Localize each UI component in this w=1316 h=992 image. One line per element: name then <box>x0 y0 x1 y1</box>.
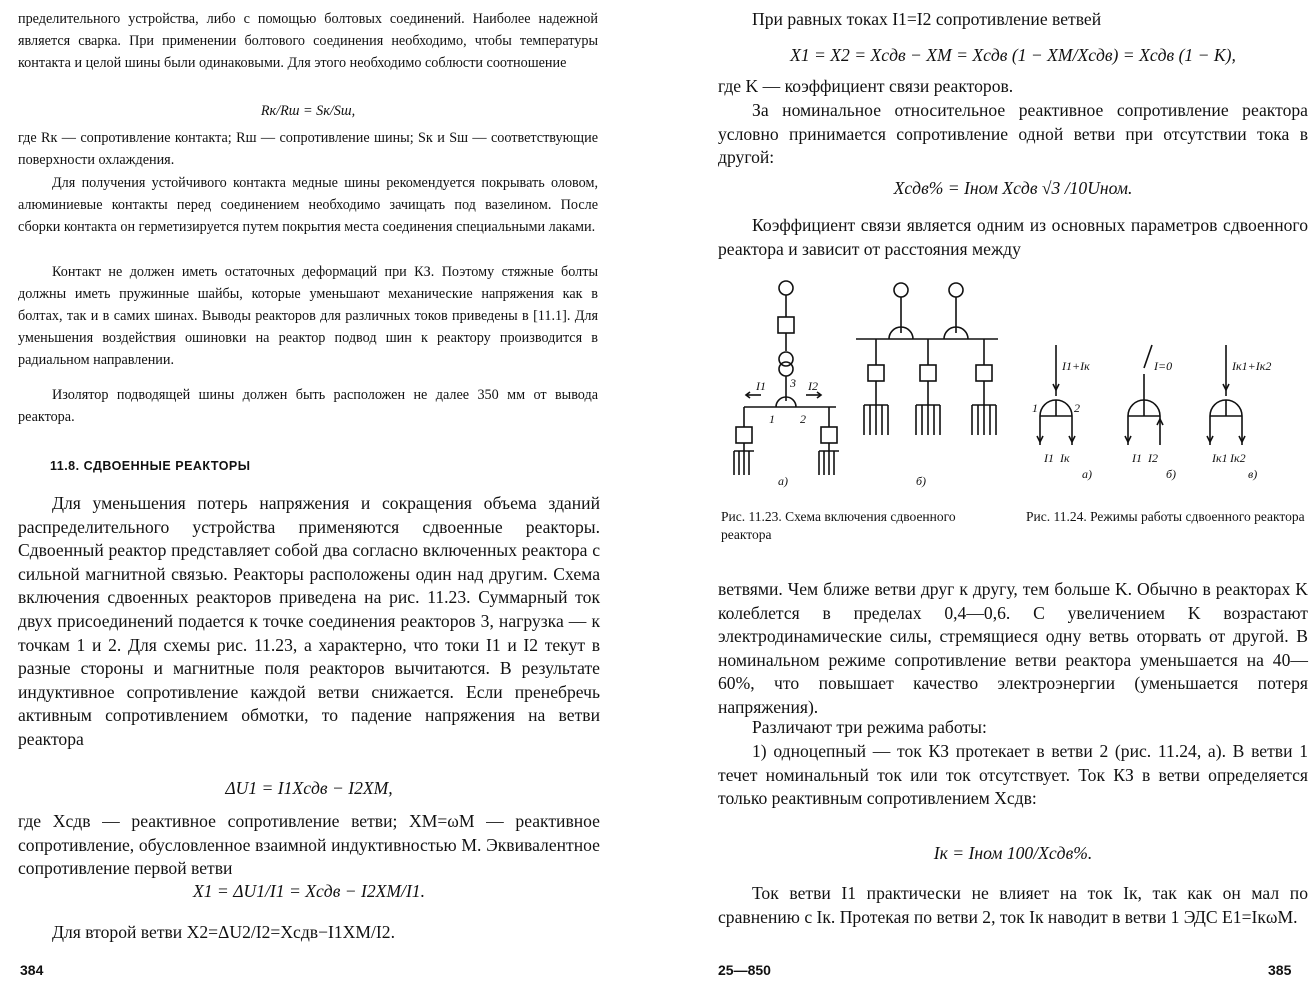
label-ik1: Iк1 <box>1212 451 1228 465</box>
scheme-b <box>856 283 998 435</box>
label-2: 2 <box>800 412 806 426</box>
breaker-icon <box>821 427 837 443</box>
formula: Xсдв% = Iном Xсдв √3 /10Uном. <box>893 178 1133 198</box>
formula: Rк/Rш = Sк/Sш, <box>260 103 356 119</box>
label-1: 1 <box>769 412 775 426</box>
label-i2: I2 <box>808 379 818 393</box>
generator-icon <box>779 281 793 295</box>
label-i1: I1 <box>1044 451 1054 465</box>
label-ik: Iк <box>1060 451 1070 465</box>
breaker-icon <box>976 365 992 381</box>
figure-caption: Рис. 11.23. Схема включения сдвоенного реактора <box>721 509 956 542</box>
label-b: б) <box>1166 467 1177 481</box>
section-heading: 11.8. СДВОЕННЫЕ РЕАКТОРЫ <box>50 459 251 473</box>
label-i1: I1 <box>756 379 766 393</box>
formula: X1 = X2 = Xсдв − XM = Xсдв (1 − XM/Xсдв) = Xсдв (1 − K), <box>790 45 1236 65</box>
page-number: 384 <box>20 962 44 978</box>
breaker-icon <box>736 427 752 443</box>
paragraph: где Rк — сопротивление контакта; Rш — сопротивление шины; Sк и Sш — соответствующие поверхности охлаждения. <box>18 130 598 168</box>
figure-caption: Рис. 11.24. Режимы работы сдвоенного реактора <box>1026 509 1305 524</box>
formula: ΔU1 = I1Xсдв − I2XM, <box>225 778 393 798</box>
label-b: б) <box>916 474 927 488</box>
generator-icon <box>949 283 963 297</box>
paragraph: Для второй ветви X2=ΔU2/I2=Xсдв−I1XM/I2. <box>52 922 395 942</box>
scheme-a <box>734 281 839 475</box>
label-a: а) <box>1082 467 1092 481</box>
right-page <box>656 0 1316 992</box>
breaker-icon <box>920 365 936 381</box>
breaker-icon <box>868 365 884 381</box>
formula: X1 = ΔU1/I1 = Xсдв − I2XM/I1. <box>192 881 426 901</box>
footer-code: 25—850 <box>718 962 771 978</box>
figure-11-23-diagram <box>726 275 1026 495</box>
left-page <box>0 0 650 992</box>
label-i1: I1 <box>1132 451 1142 465</box>
label-i2: I2 <box>1148 451 1158 465</box>
label-i-zero: I=0 <box>1154 359 1173 373</box>
paragraph: где Xсдв — реактивное сопротивление ветви; XM=ωM — реактивное сопротивление, обусловленное взаимной индуктивностью M. Эквивалентное сопротивление первой ветви <box>18 811 600 879</box>
label-ik1-ik2: Iк1+Iк2 <box>1232 359 1272 373</box>
label-i1-ik: I1+Iк <box>1062 359 1090 373</box>
paragraph: Контакт не должен иметь остаточных деформаций при КЗ. Поэтому стяжные болты должны иметь пружинные шайбы, которые уменьшают механические напряжения как в болтах, так и в самих шинах. Выводы реакторов для различных токов приведены в [11.1]. Для уменьшения воздействия ошиновки на реактор подвод шин к реактору производится в радиальном направлении. <box>18 264 598 368</box>
paragraph: Для уменьшения потерь напряжения и сокращения объема зданий распределительного устройства применяются сдвоенные реакторы. Сдвоенный реактор представляет собой два согласно включенных реактора с сильной магнитной связью. Реакторы расположены один над другим. Схема включения сдвоенных реакторов приведена на рис. 11.23. Суммарный ток двух присоединений подается к точке соединения реакторов 3, нагрузка — к точкам 1 и 2. Для схемы рис. 11.23, а характерно, что токи I1 и I2 текут в разные стороны и магнитные поля реакторов вычитаются. В результате индуктивное сопротивление каждой ветви снижается. Если пренебречь активным сопротивлением обмотки, то падение напряжения на ветви реактора <box>18 493 600 749</box>
figure-11-24-diagram <box>1026 340 1306 490</box>
page-number: 385 <box>1268 962 1292 978</box>
paragraph: Различают три режима работы: <box>752 717 987 737</box>
transformer-winding-icon <box>779 362 793 376</box>
paragraph: При равных токах I1=I2 сопротивление ветвей <box>752 9 1102 29</box>
paragraph: где K — коэффициент связи реакторов. <box>718 76 1014 96</box>
label-3: 3 <box>790 376 796 390</box>
paragraph: За номинальное относительное реактивное сопротивление реактора условно принимается сопротивление одной ветви при отсутствии тока в другой: <box>718 100 1308 168</box>
label-a: а) <box>778 474 788 488</box>
label-ik2: Iк2 <box>1230 451 1246 465</box>
paragraph: 1) одноцепный — ток КЗ протекает в ветви 2 (рис. 11.24, а). В ветви 1 течет номинальный ток или ток отсутствует. Ток КЗ в ветви определяется только реактивным сопротивлением Xсдв: <box>718 741 1308 809</box>
generator-icon <box>894 283 908 297</box>
paragraph: Ток ветви I1 практически не влияет на ток Iк, так как он мал по сравнению с Iк. Протекая по ветви 2, ток Iк наводит в ветви 1 ЭДС E1=IкωM. <box>718 883 1308 927</box>
label-c: в) <box>1248 467 1258 481</box>
paragraph: Коэффициент связи является одним из основных параметров сдвоенного реактора и зависит от расстояния между <box>718 215 1308 259</box>
formula: Iк = Iном 100/Xсдв%. <box>933 843 1093 863</box>
breaker-icon <box>778 317 794 333</box>
paragraph: пределительного устройства, либо с помощью болтовых соединений. Наиболее надежной является сварка. При применении болтового соединения необходимо, чтобы температуры контакта и целой шины были одинаковыми. Для этого необходимо соблюсти соотношение <box>18 11 598 71</box>
paragraph: Изолятор подводящей шины должен быть расположен не далее 350 мм от вывода реактора. <box>18 387 598 425</box>
paragraph: ветвями. Чем ближе ветви друг к другу, тем больше K. Обычно в реакторах K колеблется в пределах 0,4—0,6. С увеличением K возрастают электродинамические силы, стремящиеся одну ветвь оторвать от другой. В номинальном режиме сопротивление ветви реактора уменьшается на 40— 60%, что повышает качество электроэнергии (уменьшается потеря напряжения). <box>718 579 1308 717</box>
paragraph: Для получения устойчивого контакта медные шины рекомендуется покрывать оловом, алюминиевые контакты перед соединением необходимо зачищать под вазелином. После сборки контакта он герметизируется путем покрытия места соединения специальными лаками. <box>18 175 598 235</box>
label-1: 1 <box>1032 401 1038 415</box>
label-2: 2 <box>1074 401 1080 415</box>
